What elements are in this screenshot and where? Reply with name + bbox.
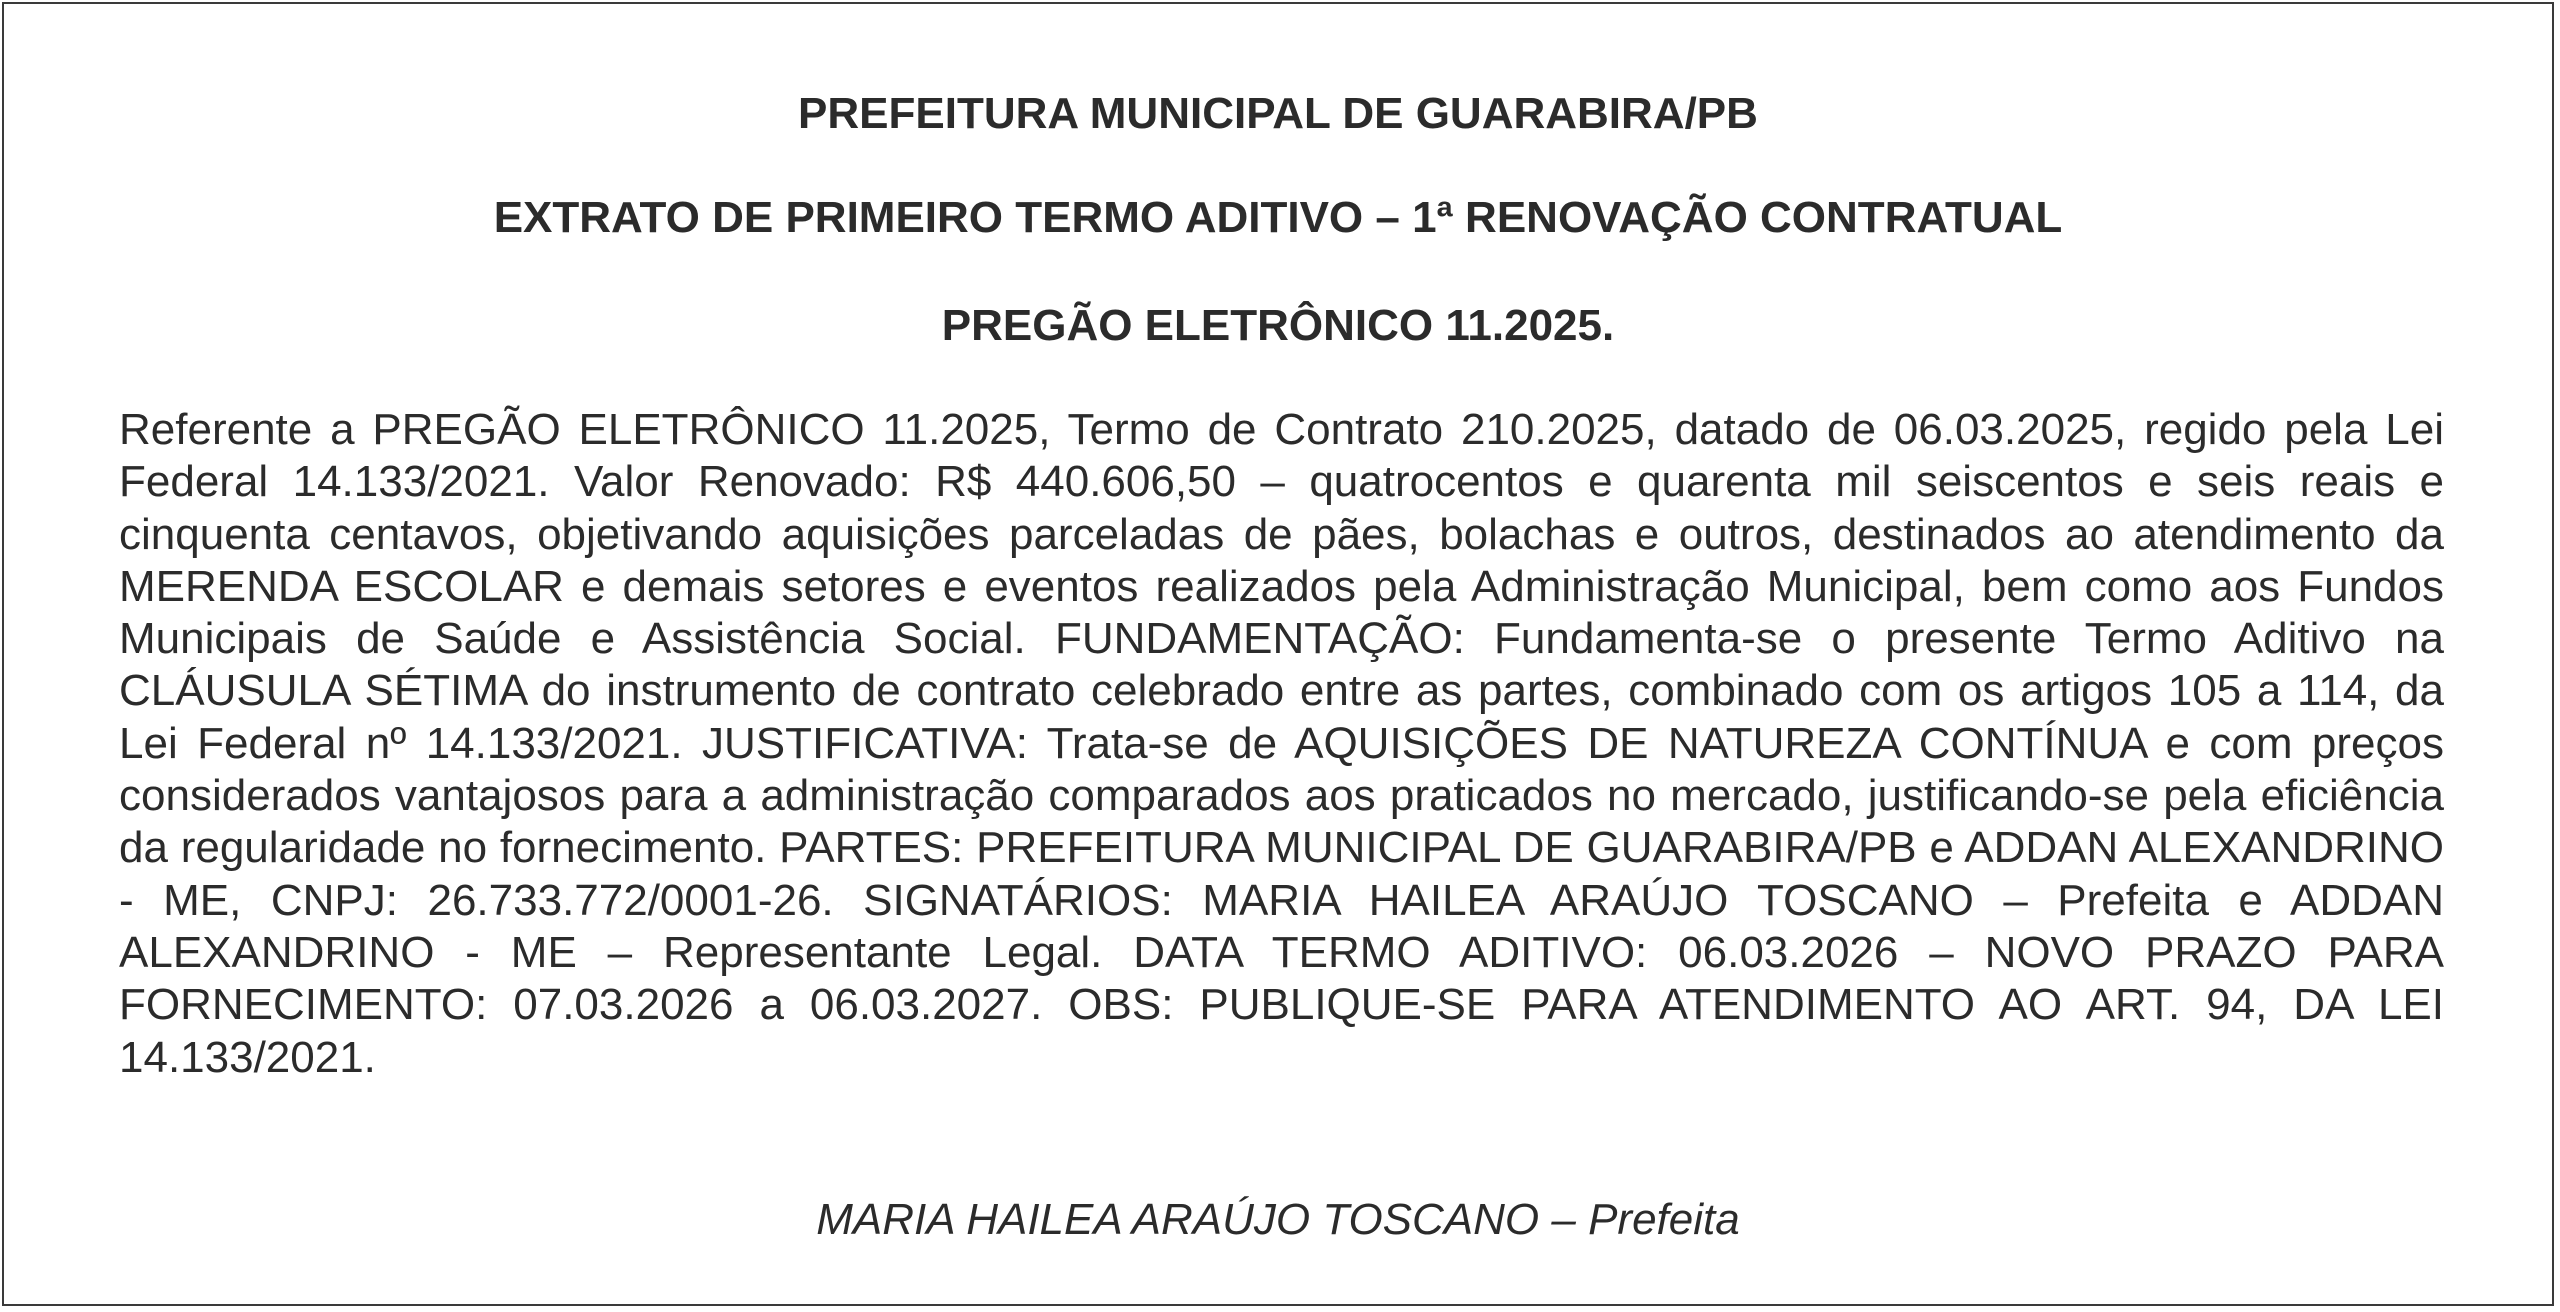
document-frame [2, 2, 2554, 1306]
issuer-title: PREFEITURA MUNICIPAL DE GUARABIRA/PB [798, 89, 1758, 138]
document-title: EXTRATO DE PRIMEIRO TERMO ADITIVO – 1ª RENOVAÇÃO CONTRATUAL [493, 193, 2063, 242]
body-paragraph: Referente a PREGÃO ELETRÔNICO 11.2025, Termo de Contrato 210.2025, datado de 06.03.2025, regido pela Lei Federal 14.133/2021. Valor Renovado: R$ 440.606,50 – quatrocentos e quarenta mil seiscentos e seis reais e cinquenta centavos, objetivando aquisições parceladas de pães, bolachas e outros, destinados ao atendimento da MERENDA ESCOLAR e demais setores e eventos realizados pela Administração Municipal, bem como aos Fundos Municipais de Saúde e Assistência Social. FUNDAMENTAÇÃO: Fundamenta-se o presente Termo Aditivo na CLÁUSULA SÉTIMA do instrumento de contrato celebrado entre as partes, combinado com os artigos 105 a 114, da Lei Federal nº 14.133/2021. JUSTIFICATIVA: Trata-se de AQUISIÇÕES DE NATUREZA CONTÍNUA e com preços considerados vantajosos para a administração comparados aos praticados no mercado, justificando-se pela eficiência da regularidade no fornecimento. PARTES: PREFEITURA MUNICIPAL DE GUARABIRA/PB e ADDAN ALEXANDRINO - ME, CNPJ: 26.733.772/0001-26. SIGNATÁRIOS: MARIA HAILEA ARAÚJO TOSCANO – Prefeita e ADDAN ALEXANDRINO - ME – Representante Legal. DATA TERMO ADITIVO: 06.03.2026 – NOVO PRAZO PARA FORNECIMENTO: 07.03.2026 a 06.03.2027. OBS: PUBLIQUE-SE PARA ATENDIMENTO AO ART. 94, DA LEI 14.133/2021. [119, 405, 2444, 1082]
signature-line: MARIA HAILEA ARAÚJO TOSCANO – Prefeita [816, 1195, 1740, 1244]
process-title: PREGÃO ELETRÔNICO 11.2025. [941, 301, 1615, 350]
